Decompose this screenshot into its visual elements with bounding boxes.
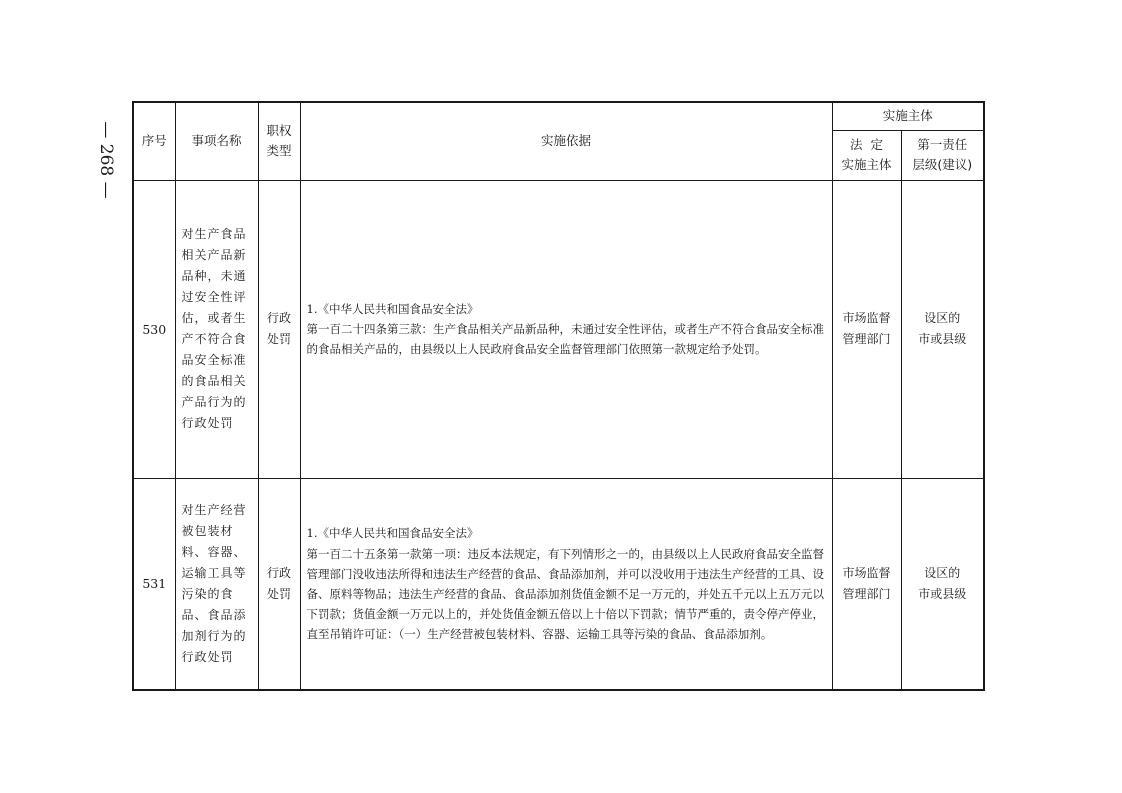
row-basis <box>300 478 832 690</box>
table-row <box>133 180 984 478</box>
header-subject: 实施主体 <box>832 102 984 130</box>
row-legal-subject: 市场监督 管理部门 <box>832 180 901 478</box>
header-first-level: 第一责任 层级(建议) <box>901 130 984 180</box>
enforcement-table <box>132 101 985 691</box>
basis-title: 1.《中华人民共和国食品安全法》 <box>306 526 479 541</box>
header-type: 职权 类型 <box>258 102 300 180</box>
row-no: 530 <box>133 180 175 478</box>
row-no: 531 <box>133 478 175 690</box>
table-row <box>133 478 984 690</box>
row-first-level: 设区的 市或县级 <box>901 180 984 478</box>
row-type: 行政 处罚 <box>258 180 300 478</box>
header-name: 事项名称 <box>175 102 258 180</box>
row-name: 对生产食品相关产品新品种，未通过安全性评估，或者生产不符合食品安全标准的食品相关产品行为的行政处罚 <box>175 180 258 478</box>
row-first-level: 设区的 市或县级 <box>901 478 984 690</box>
row-name: 对生产经营被包装材料、容器、运输工具等污染的食品、食品添加剂行为的行政处罚 <box>175 478 258 690</box>
page-number: — 268 — <box>96 121 116 199</box>
basis-text: 第一百二十四条第三款：生产食品相关产品新品种，未通过安全性评估，或者生产不符合食品安全标准的食品相关产品的，由县级以上人民政府食品安全监督管理部门依照第一款规定给予处罚。 <box>306 321 824 357</box>
basis-text: 第一百二十五条第一款第一项：违反本法规定，有下列情形之一的，由县级以上人民政府食品安全监督管理部门没收违法所得和违法生产经营的食品、食品添加剂，并可以没收用于违法生产经营的工具、设备、原料等物品；违法生产经营的食品、食品添加剂货值金额不足一万元的，并处五千元以上五万元以下罚款；货值金额一万元以上的，并处货值金额五倍以上十倍以下罚款；情节严重的，责令停产停业，直至吊销许可证：（一）生产经营被包装材料、容器、运输工具等污染的食品、食品添加剂。 <box>306 546 824 641</box>
row-type: 行政 处罚 <box>258 478 300 690</box>
basis-title: 1.《中华人民共和国食品安全法》 <box>306 301 479 316</box>
header-no: 序号 <box>133 102 175 180</box>
row-basis <box>300 180 832 478</box>
header-basis: 实施依据 <box>300 102 832 180</box>
row-legal-subject: 市场监督 管理部门 <box>832 478 901 690</box>
header-legal-subject: 法 定 实施主体 <box>832 130 901 180</box>
